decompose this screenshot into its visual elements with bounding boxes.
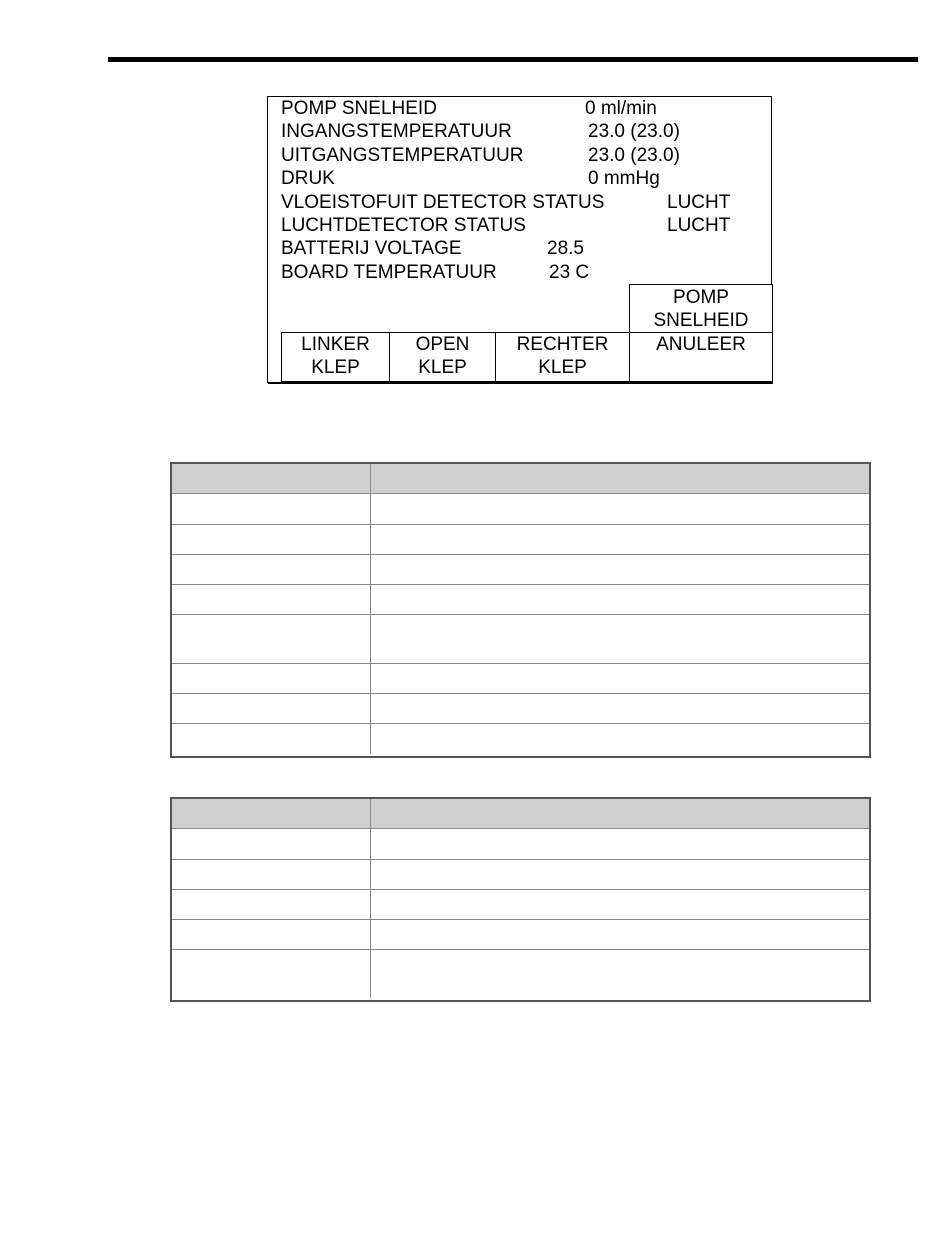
table-header-row [172, 799, 869, 828]
top-rule [108, 57, 918, 62]
label-outlet-temperature: UITGANGSTEMPERATUUR [281, 145, 524, 166]
value-pump-speed: 0 ml/min [585, 98, 657, 119]
value-pressure: 0 mmHg [588, 168, 660, 189]
label-inlet-temperature: INGANGSTEMPERATUUR [281, 121, 512, 142]
left-valve-softkey-line2: KLEP [311, 357, 360, 378]
right-valve-softkey[interactable] [495, 332, 630, 382]
cancel-softkey-label: ANULEER [656, 334, 746, 355]
table-header-row [172, 464, 869, 493]
table-row [172, 524, 869, 554]
label-battery-voltage: BATTERIJ VOLTAGE [281, 238, 462, 259]
open-valve-softkey[interactable] [389, 332, 496, 382]
value-air-detector-status: LUCHT [667, 215, 731, 236]
label-pump-speed: POMP SNELHEID [281, 98, 437, 119]
table-row [172, 554, 869, 584]
open-valve-softkey-line1: OPEN [415, 334, 470, 355]
value-inlet-temperature: 23.0 (23.0) [588, 121, 680, 142]
table-row [172, 949, 869, 998]
screen-bottom-edge [268, 382, 773, 384]
label-air-detector-status: LUCHTDETECTOR STATUS [281, 215, 526, 236]
right-valve-softkey-line2: KLEP [538, 357, 587, 378]
value-outlet-temperature: 23.0 (23.0) [588, 145, 680, 166]
table-row [172, 584, 869, 614]
table-1 [170, 462, 871, 758]
pump-speed-softkey-line1: POMP [673, 287, 729, 308]
table-row [172, 859, 869, 889]
pump-speed-softkey[interactable] [629, 284, 773, 333]
table-row [172, 663, 869, 693]
cancel-softkey[interactable] [629, 332, 773, 382]
device-screen [267, 96, 772, 383]
pump-speed-softkey-line2: SNELHEID [653, 310, 749, 331]
table-row [172, 919, 869, 949]
label-fluid-leak-detector-status: VLOEISTOFUIT DETECTOR STATUS [281, 192, 605, 213]
label-board-temperature: BOARD TEMPERATUUR [281, 262, 497, 283]
table-row [172, 614, 869, 663]
table-row [172, 693, 869, 723]
table-row [172, 723, 869, 754]
table-row [172, 889, 869, 919]
right-valve-softkey-line1: RECHTER [516, 334, 609, 355]
value-board-temperature: 23 C [549, 262, 590, 283]
label-pressure: DRUK [281, 168, 335, 189]
left-valve-softkey-line1: LINKER [301, 334, 370, 355]
table-row [172, 493, 869, 524]
open-valve-softkey-line2: KLEP [418, 357, 467, 378]
table-row [172, 828, 869, 859]
table-2 [170, 797, 871, 1002]
value-fluid-leak-detector-status: LUCHT [667, 192, 731, 213]
left-valve-softkey[interactable] [281, 332, 390, 382]
value-battery-voltage: 28.5 [547, 238, 584, 259]
